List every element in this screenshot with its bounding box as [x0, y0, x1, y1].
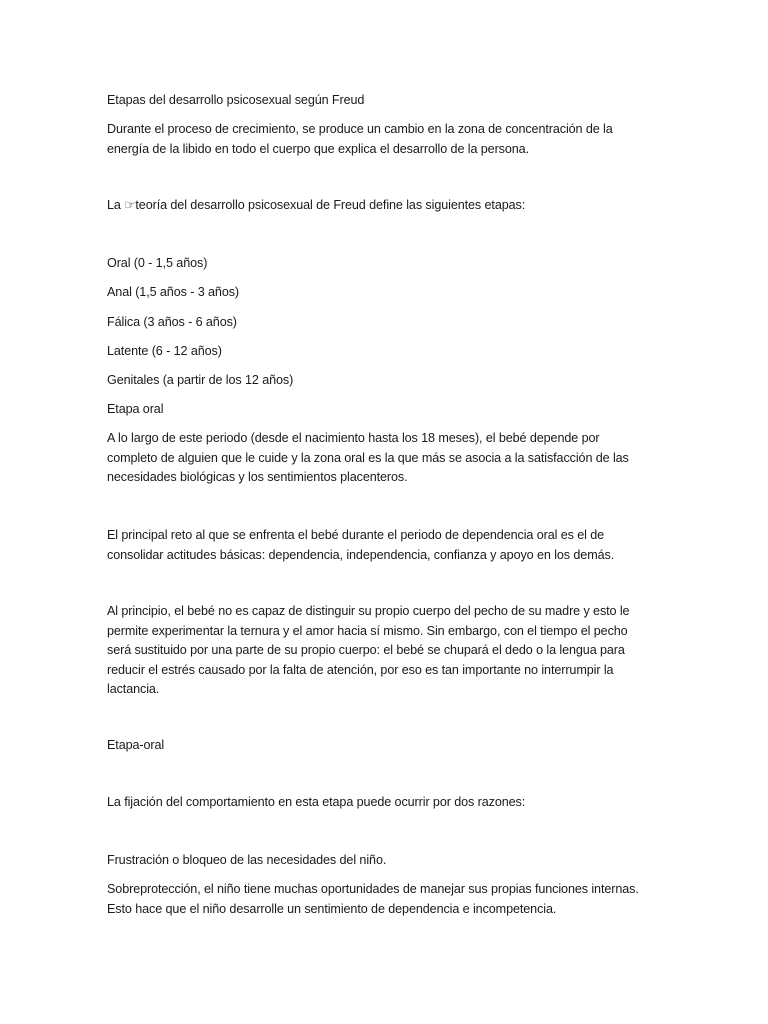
stage-item: Fálica (3 años - 6 años): [107, 315, 237, 329]
reason-item: Sobreprotección, el niño tiene muchas oportunidades de manejar sus propias funciones internas. Esto hace que el niño desarrolle un sentimiento de dependencia e incompetencia.: [107, 882, 639, 916]
stage-item: Genitales (a partir de los 12 años): [107, 373, 294, 387]
oral-paragraph-2: El principal reto al que se enfrenta el bebé durante el periodo de dependencia oral es el de consolidar actitudes básicas: dependencia, independencia, confianza y apoyo en los demás.: [107, 528, 615, 562]
document-title: Etapas del desarrollo psicosexual según Freud: [107, 93, 365, 107]
fixation-line: La fijación del comportamiento en esta etapa puede ocurrir por dos razones:: [107, 795, 526, 809]
image-caption: Etapa-oral: [107, 738, 165, 752]
intro-paragraph: Durante el proceso de crecimiento, se produce un cambio en la zona de concentración de la energía de la libido en todo el cuerpo que explica el desarrollo de la persona.: [107, 122, 613, 156]
oral-paragraph-1: A lo largo de este periodo (desde el nacimiento hasta los 18 meses), el bebé depende por completo de alguien que le cuide y la zona oral es la que más se asocia a la satisfacción de las necesidades biológicas y los sentimientos placenteros.: [107, 431, 629, 484]
stage-item: Oral (0 - 1,5 años): [107, 256, 208, 270]
stage-item: Anal (1,5 años - 3 años): [107, 285, 240, 299]
reason-item: Frustración o bloqueo de las necesidades del niño.: [107, 853, 387, 867]
theory-line: La ☞teoría del desarrollo psicosexual de Freud define las siguientes etapas:: [107, 198, 526, 212]
oral-heading: Etapa oral: [107, 402, 164, 416]
oral-paragraph-3: Al principio, el bebé no es capaz de distinguir su propio cuerpo del pecho de su madre y esto le permite experimentar la ternura y el amor hacia sí mismo. Sin embargo, con el tiempo el pecho será sustituido por una parte de su propio cuerpo: el bebé se chupará el dedo o la lengua para reducir el estrés causado por la falta de atención, por eso es tan importante no interrumpir la lactancia.: [107, 604, 630, 696]
stage-item: Latente (6 - 12 años): [107, 344, 222, 358]
